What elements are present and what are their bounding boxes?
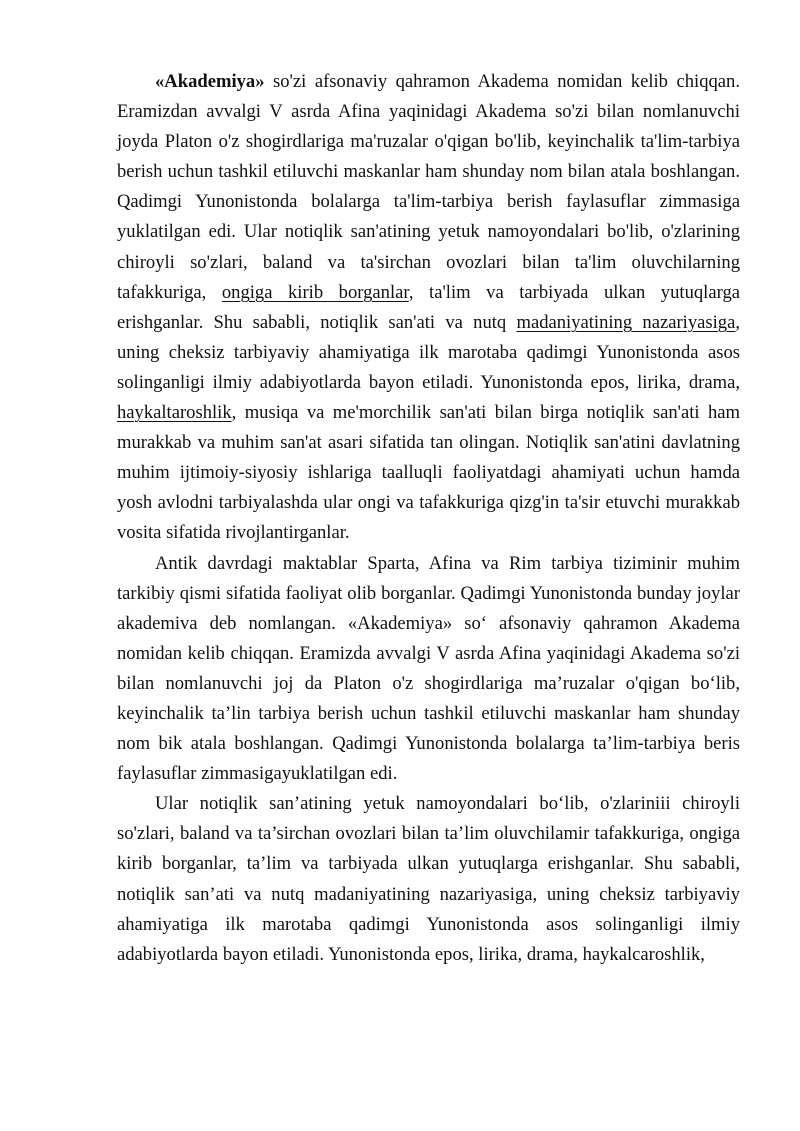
paragraph-1-text-d: , musiqa va me'morchilik san'ati bilan birga notiqlik san'ati ham murakkab va muhim san'at asari sifatida tan olingan. Notiqlik san'atini davlatning muhim ijtimoiy-siyosiy ishlariga taalluqli faoliyatdagi ahamiyati uchun hamda yosh avlodni tarbiyalashda ular ongi va tafakkuriga qizg'in ta'sir etuvchi murakkab vosita sifatida rivojlantirganlar.: [117, 402, 740, 544]
paragraph-2: Antik davrdagi maktablar Sparta, Afina va Rim tarbiya tiziminir muhim tarkibiy qismi sifatida faoliyat olib borganlar. Qadimgi Yunonistonda bunday joylar akademiva deb nomlangan. «Akademiya» so‘ afsonaviy qahramon Akadema nomidan kelib chiqqan. Eramizda avvalgi V asrda Afina yaqinidagi Akadema so'zi bilan nomlanuvchi joj da Platon o'z shogirdlariga ma’ruzalar o'qigan bo‘lib, keyinchalik ta’lin tarbiya berish uchun tashkil etiluvchi maskanlar ham shunday nom bik atala boshlangan. Qadimgi Yunonistonda bolalarga ta’lim-tarbiya beris faylasuflar zimmasigayuklatilgan edi.: [117, 552, 740, 785]
paragraph-3: Ular notiqlik san’atining yetuk namoyondalari bo‘lib, o'zlariniii chiroyli so'zlari, baland va ta’sirchan ovozlari bilan ta’lim oluvchilamir tafakkuriga, ongiga kirib borganlar, ta’lim va tarbiyada ulkan yutuqlarga erishganlar. Shu sababli, notiqlik san’ati va nutq madaniyatining nazariyasiga, uning cheksiz tarbiyaviy ahamiyatiga ilk marotaba qadimgi Yunonistonda asos solinganligi ilmiy adabiyotlarda bayon etiladi. Yunonistonda epos, lirika, drama, haykalcaroshlik,: [117, 793, 740, 965]
paragraph-1-text-c: , uning cheksiz tarbiyaviy ahamiyatiga ilk marotaba qadimgi Yunonistonda asos solinganligi ilmiy adabiyotlarda bayon etiladi. Yunonistonda epos, lirika, drama,: [117, 311, 740, 393]
paragraph-1: [117, 67, 740, 549]
term-akademiya: «Akademiya»: [155, 71, 265, 92]
link-haykaltaroshlik[interactable]: haykaltaroshlik: [117, 402, 232, 424]
paragraph-1-text-a: so'zi afsonaviy qahramon Akadema nomidan kelib chiqqan. Eramizdan avvalgi V asrda Afina yaqinidagi Akadema so'zi bilan nomlanuvchi joyda Platon o'z shogirdlariga ma'ruzalar o'qigan bo'lib, keyinchalik ta'lim-tarbiya berish uchun tashkil etiluvchi maskanlar ham shunday nom bilan atala boshlangan. Qadimgi Yunonistonda bolalarga ta'lim-tarbiya berish faylasuflar zimmasiga yuklatilgan edi. Ular notiqlik san'atining yetuk namoyondalari bo'lib, o'zlarining chiroyli so'zlari, baland va ta'sirchan ovozlari bilan ta'lim oluvchilarning tafakkuriga,: [117, 71, 740, 303]
link-ongiga-kirib-borganlar[interactable]: ongiga kirib borganlar: [221, 281, 409, 303]
paragraph-1-text-b: , ta'lim va tarbiyada ulkan yutuqlarga erishganlar. Shu sababli, notiqlik san'ati va nutq: [117, 281, 740, 333]
link-madaniyatining-nazariyasiga[interactable]: madaniyatining nazariyasiga: [516, 311, 736, 333]
document-page: [117, 67, 740, 970]
